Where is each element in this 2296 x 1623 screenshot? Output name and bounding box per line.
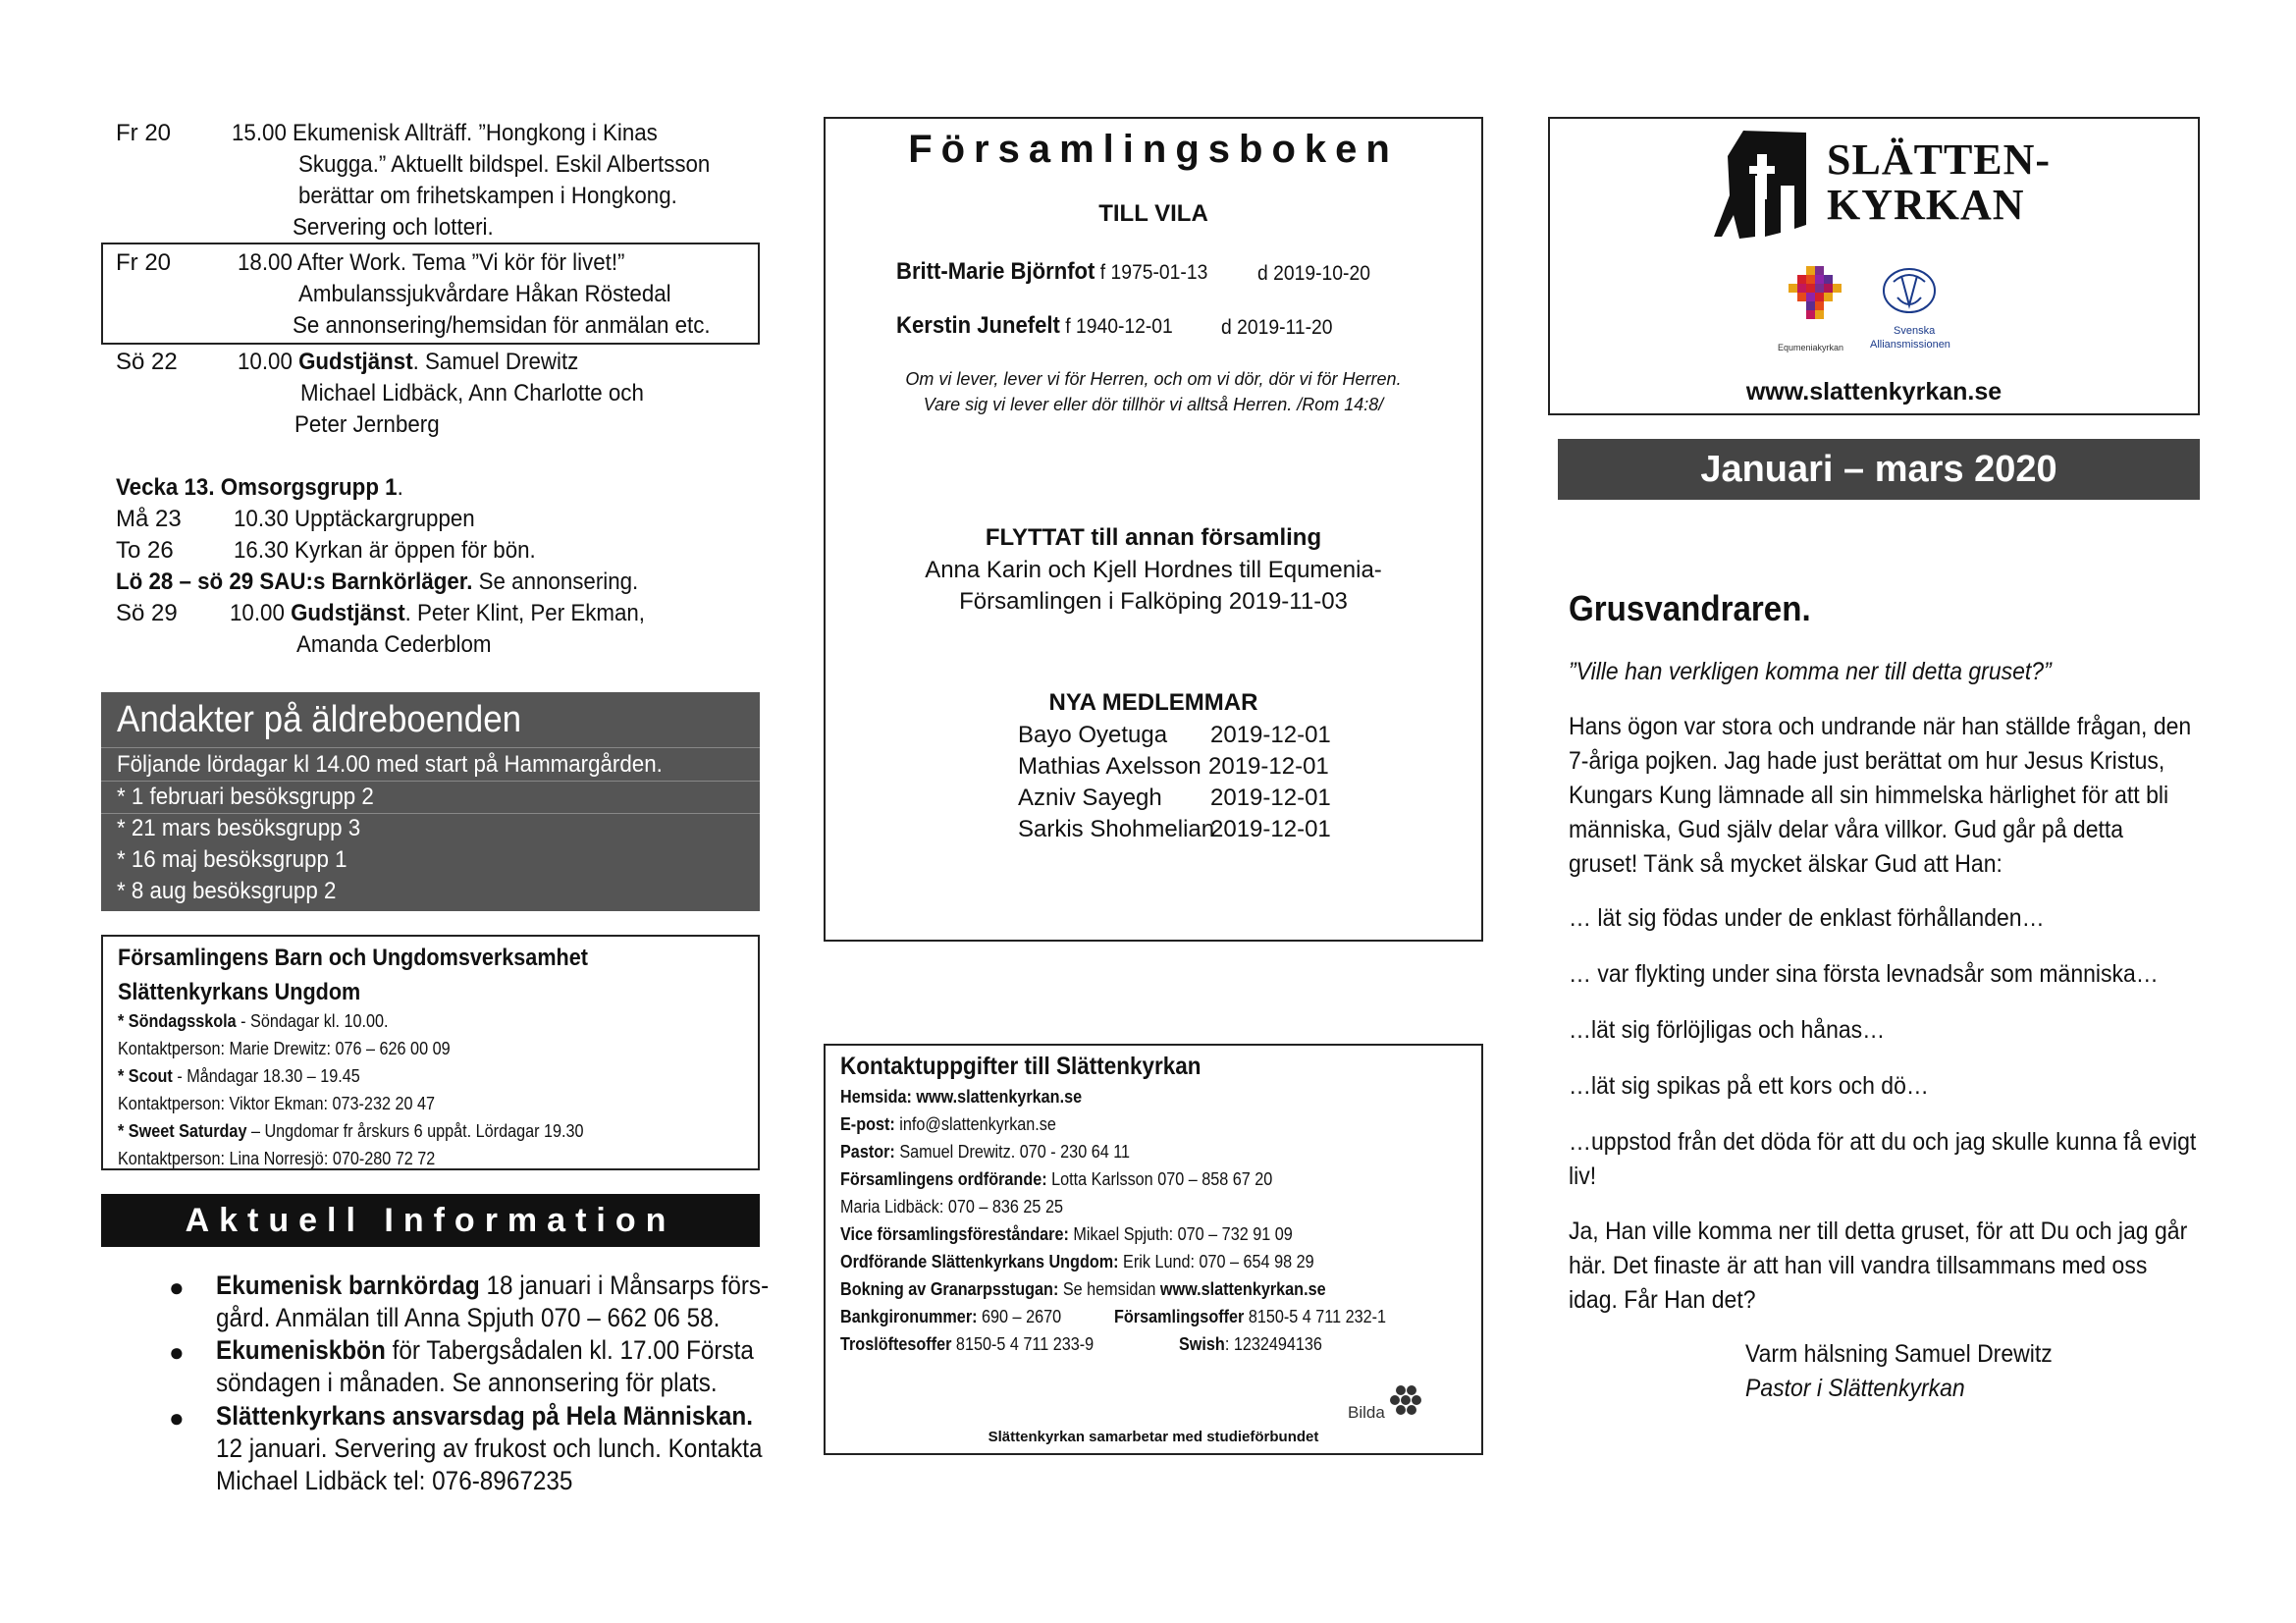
youth-line	[118, 1117, 584, 1145]
contacts-title: Kontaktuppgifter till Slättenkyrkan	[840, 1053, 1201, 1080]
youth-rest: - Måndagar 18.30 – 19.45	[172, 1066, 360, 1086]
camp-bold: Lö 28 – sö 29 SAU:s Barnkörläger.	[116, 568, 473, 595]
article-line: Ja, Han ville komma ner till detta gruset, för att Du och jag går	[1569, 1217, 2188, 1245]
member-date: 2019-12-01	[1210, 784, 1331, 811]
contact-label: Bankgironummer:	[840, 1307, 978, 1326]
schedule-text: Michael Lidbäck, Ann Charlotte och	[300, 380, 644, 406]
masthead-box	[1548, 117, 2200, 415]
contact-value: Maria Lidbäck: 070 – 836 25 25	[840, 1197, 1063, 1217]
alliance-label1: Svenska	[1894, 325, 1936, 337]
contact-value: 8150-5 4 711 232-1	[1244, 1307, 1387, 1326]
deceased-died: d 2019-10-20	[1257, 262, 1370, 285]
youth-subtitle: Slättenkyrkans Ungdom	[118, 979, 361, 1005]
article-line: …uppstod från det döda för att du och jag skulle kunna få evigt	[1569, 1128, 2197, 1156]
youth-bold: * Sweet Saturday	[118, 1121, 247, 1141]
member-name: Mathias Axelsson	[1018, 753, 1201, 780]
contact-value: 690 – 2670	[977, 1307, 1062, 1326]
alliance-label2: Alliansmissionen	[1870, 339, 1950, 351]
day-label: Fr 20	[116, 120, 172, 146]
week-heading-bold: Vecka 13. Omsorgsgrupp 1	[116, 474, 398, 501]
member-date: 2019-12-01	[1208, 753, 1329, 780]
forsamlingsboken-title: Församlingsboken	[908, 128, 1399, 171]
equmenia-logo-icon	[1789, 266, 1842, 319]
schedule-text: Se annonsering/hemsidan för anmälan etc.	[293, 312, 711, 339]
contact-label: E-post:	[840, 1114, 895, 1134]
youth-rest: Kontaktperson: Marie Drewitz: 076 – 626 00 09	[118, 1039, 451, 1058]
moved-heading: FLYTTAT till annan församling	[985, 524, 1322, 551]
bullet-rest: 18 januari i Månsarps förs-	[479, 1271, 770, 1300]
bullet-text: gård. Anmälan till Anna Spjuth 070 – 662 06 58.	[216, 1303, 721, 1332]
youth-line	[118, 1062, 360, 1090]
event-rest: . Peter Klint, Per Ekman,	[404, 600, 646, 626]
youth-rest: Kontaktperson: Lina Norresjö: 070-280 72 72	[118, 1149, 436, 1168]
week-heading-rest: .	[397, 474, 403, 501]
youth-bold: * Söndagsskola	[118, 1011, 237, 1031]
schedule-text	[238, 347, 578, 378]
contact-row	[840, 1138, 1130, 1165]
andakter-item: * 8 aug besöksgrupp 2	[117, 878, 337, 904]
article-line: … lät sig födas under de enklast förhållanden…	[1569, 904, 2045, 932]
contacts-footer: Slättenkyrkan samarbetar med studieförbundet	[988, 1429, 1319, 1445]
contact-label: Pastor:	[840, 1142, 895, 1162]
andakter-item: * 1 februari besöksgrupp 2	[117, 784, 374, 810]
youth-rest: – Ungdomar fr årskurs 6 uppåt. Lördagar 19.30	[246, 1121, 584, 1141]
andakter-item: * 16 maj besöksgrupp 1	[117, 846, 347, 873]
contact-label: Swish	[1179, 1334, 1225, 1354]
day-label: Må 23	[116, 506, 182, 532]
forsamlingsboken-box	[824, 117, 1483, 942]
contact-link: www.slattenkyrkan.se	[1159, 1279, 1326, 1299]
contact-row	[840, 1303, 1061, 1330]
member-date: 2019-12-01	[1210, 722, 1331, 748]
youth-line	[118, 1035, 451, 1062]
period-title: Januari – mars 2020	[1700, 449, 2057, 490]
bullet-text	[216, 1270, 769, 1302]
contact-value: Mikael Spjuth: 070 – 732 91 09	[1068, 1224, 1293, 1244]
moved-line: Församlingen i Falköping 2019-11-03	[959, 588, 1348, 615]
article-title: Grusvandraren.	[1569, 588, 1811, 628]
article-line: …lät sig förlöjligas och hånas…	[1569, 1016, 1886, 1044]
bullet-icon: ●	[169, 1337, 185, 1367]
bullet-text: Michael Lidbäck tel: 076-8967235	[216, 1466, 573, 1495]
contact-row	[840, 1220, 1293, 1248]
article-quote: ”Ville han verkligen komma ner till detta gruset?”	[1569, 658, 2052, 685]
article-line: människa, Gud själv delar våra villkor. Gud går på detta	[1569, 816, 2124, 843]
schedule-text: 15.00 Ekumenisk Allträff. ”Hongkong i Kinas	[232, 120, 658, 146]
contact-value: 8150-5 4 711 233-9	[951, 1334, 1095, 1354]
bilda-label: Bilda	[1348, 1403, 1385, 1422]
contact-value: Lotta Karlsson 070 – 858 67 20	[1046, 1169, 1273, 1189]
contact-label: Församlingens ordförande:	[840, 1169, 1047, 1189]
schedule-text: berättar om frihetskampen i Hongkong.	[298, 183, 677, 209]
day-label: To 26	[116, 537, 174, 564]
camp-rest: Se annonsering.	[472, 568, 639, 595]
church-logo-icon	[1712, 127, 1810, 243]
contact-row	[840, 1083, 1082, 1110]
member-name: Azniv Sayegh	[1018, 784, 1162, 811]
deceased-row	[896, 311, 1173, 342]
bullet-icon: ●	[169, 1272, 185, 1302]
contact-row	[840, 1110, 1056, 1138]
contact-value: info@slattenkyrkan.se	[894, 1114, 1056, 1134]
deceased-born: f 1975-01-13	[1095, 261, 1208, 284]
schedule-text: Servering och lotteri.	[293, 214, 494, 241]
deceased-name: Kerstin Junefelt	[896, 312, 1060, 339]
aktuell-title: Aktuell Information	[185, 1202, 676, 1239]
article-line: …lät sig spikas på ett kors och dö…	[1569, 1072, 1929, 1100]
deceased-row	[896, 257, 1207, 288]
contact-value: Se hemsidan	[1058, 1279, 1160, 1299]
bullet-bold: Slättenkyrkans ansvarsdag på Hela Människan.	[216, 1401, 753, 1431]
website-link[interactable]: www.slattenkyrkan.se	[1745, 378, 2002, 406]
member-name: Sarkis Shohmelian	[1018, 816, 1215, 842]
youth-rest: - Söndagar kl. 10.00.	[236, 1011, 389, 1031]
bullet-text	[216, 1334, 754, 1367]
logo-text-line2: KYRKAN	[1827, 181, 2025, 229]
signature: Varm hälsning Samuel Drewitz	[1745, 1340, 2053, 1368]
contact-value: Erik Lund: 070 – 654 98 29	[1118, 1252, 1314, 1271]
contact-label: Bokning av Granarpsstugan:	[840, 1279, 1059, 1299]
contact-row	[840, 1275, 1326, 1303]
contact-label: Vice församlingsföreståndare:	[840, 1224, 1069, 1244]
contact-row	[840, 1193, 1063, 1220]
bullet-text: söndagen i månaden. Se annonsering för plats.	[216, 1368, 718, 1397]
till-vila-heading: TILL VILA	[1098, 200, 1208, 227]
bullet-bold: Ekumenisk barnkördag	[216, 1271, 480, 1300]
new-members-heading: NYA MEDLEMMAR	[1048, 689, 1258, 716]
schedule-text: 18.00 After Work. Tema ”Vi kör för livet!”	[238, 249, 625, 276]
youth-line	[118, 1145, 435, 1172]
schedule-text: 16.30 Kyrkan är öppen för bön.	[234, 537, 536, 564]
schedule-text: 10.30 Upptäckargruppen	[234, 506, 475, 532]
schedule-text: Peter Jernberg	[294, 411, 440, 438]
event-title: Gudstjänst	[298, 349, 413, 375]
contact-row	[1179, 1330, 1322, 1358]
bullet-text	[216, 1400, 753, 1433]
event-title: Gudstjänst	[291, 600, 405, 626]
contact-label: Hemsida: www.slattenkyrkan.se	[840, 1087, 1083, 1107]
contacts-box	[824, 1044, 1483, 1455]
contact-value: : 1232494136	[1224, 1334, 1322, 1354]
bilda-logo-icon	[1383, 1383, 1424, 1419]
day-label: Sö 29	[116, 600, 178, 626]
member-date: 2019-12-01	[1210, 816, 1331, 842]
bullet-bold: Ekumeniskbön	[216, 1335, 386, 1365]
time: 10.00	[230, 600, 285, 626]
youth-line	[118, 1090, 435, 1117]
article-line: 7-åriga pojken. Jag hade just berättat om hur Jesus Kristus,	[1569, 747, 2165, 775]
andakter-title: Andakter på äldreboenden	[117, 699, 522, 740]
article-line: … var flykting under sina första levnadsår som människa…	[1569, 960, 2159, 988]
logo-text-line1: SLÄTTEN-	[1827, 135, 2052, 184]
aktuell-banner	[101, 1194, 760, 1247]
contact-value: Samuel Drewitz. 070 - 230 64 11	[894, 1142, 1131, 1162]
schedule-text: Skugga.” Aktuellt bildspel. Eskil Albertsson	[298, 151, 711, 178]
youth-bold: * Scout	[118, 1066, 173, 1086]
deceased-born: f 1940-12-01	[1059, 315, 1173, 338]
youth-rest: Kontaktperson: Viktor Ekman: 073-232 20 47	[118, 1094, 436, 1113]
deceased-name: Britt-Marie Björnfot	[896, 258, 1095, 285]
contact-row	[1114, 1303, 1386, 1330]
youth-box	[101, 935, 760, 1170]
member-name: Bayo Oyetuga	[1018, 722, 1168, 748]
article-line: liv!	[1569, 1163, 1597, 1190]
contact-row	[840, 1248, 1314, 1275]
contact-row	[840, 1330, 1094, 1358]
article-line: Hans ögon var stora och undrande när han ställde frågan, den	[1569, 713, 2192, 740]
alliance-logo-icon	[1880, 264, 1939, 317]
time: 10.00	[238, 349, 293, 375]
andakter-item: * 21 mars besöksgrupp 3	[117, 815, 361, 841]
article-paragraph	[1569, 710, 2191, 882]
contact-label: Församlingsoffer	[1114, 1307, 1245, 1326]
article-paragraph	[1569, 1215, 2187, 1318]
article-paragraph	[1569, 1125, 2196, 1194]
bullet-rest: för Tabergsådalen kl. 17.00 Första	[385, 1335, 754, 1365]
deceased-died: d 2019-11-20	[1221, 316, 1333, 339]
youth-title: Församlingens Barn och Ungdomsverksamhet	[118, 945, 588, 971]
article-line: här. Det finaste är att han vill vandra tillsammans med oss	[1569, 1252, 2148, 1279]
day-label: Fr 20	[116, 249, 172, 276]
youth-line	[118, 1007, 389, 1035]
schedule-text: Ambulanssjukvårdare Håkan Röstedal	[298, 281, 671, 307]
bible-verse: Vare sig vi lever eller dör tillhör vi alltså Herren. /Rom 14:8/	[923, 395, 1384, 414]
schedule-text: Amanda Cederblom	[296, 631, 492, 658]
event-rest: . Samuel Drewitz	[412, 349, 579, 375]
contact-label: Troslöftesoffer	[840, 1334, 952, 1354]
bible-verse: Om vi lever, lever vi för Herren, och om vi dör, dör vi för Herren.	[905, 369, 1402, 389]
equmenia-label: Equmeniakyrkan	[1778, 343, 1844, 352]
contact-label: Ordförande Slättenkyrkans Ungdom:	[840, 1252, 1119, 1271]
andakter-box	[101, 692, 760, 911]
week-heading	[116, 472, 403, 504]
bullet-icon: ●	[169, 1403, 185, 1433]
signature-title: Pastor i Slättenkyrkan	[1745, 1375, 1965, 1402]
day-label: Sö 22	[116, 349, 178, 375]
schedule-text	[230, 598, 645, 629]
moved-line: Anna Karin och Kjell Hordnes till Equmenia-	[925, 557, 1382, 583]
period-banner	[1558, 439, 2200, 500]
article-line: Kungars Kung lämnade all sin himmelska härlighet för att bli	[1569, 782, 2169, 809]
andakter-intro: Följande lördagar kl 14.00 med start på Hammargården.	[117, 751, 663, 778]
article-line: gruset! Tänk så mycket älskar Gud att Han:	[1569, 850, 2002, 878]
bullet-text: 12 januari. Servering av frukost och lunch. Kontakta	[216, 1434, 763, 1463]
contact-row	[840, 1165, 1272, 1193]
camp-line	[116, 567, 638, 598]
article-line: idag. Får Han det?	[1569, 1286, 1756, 1314]
